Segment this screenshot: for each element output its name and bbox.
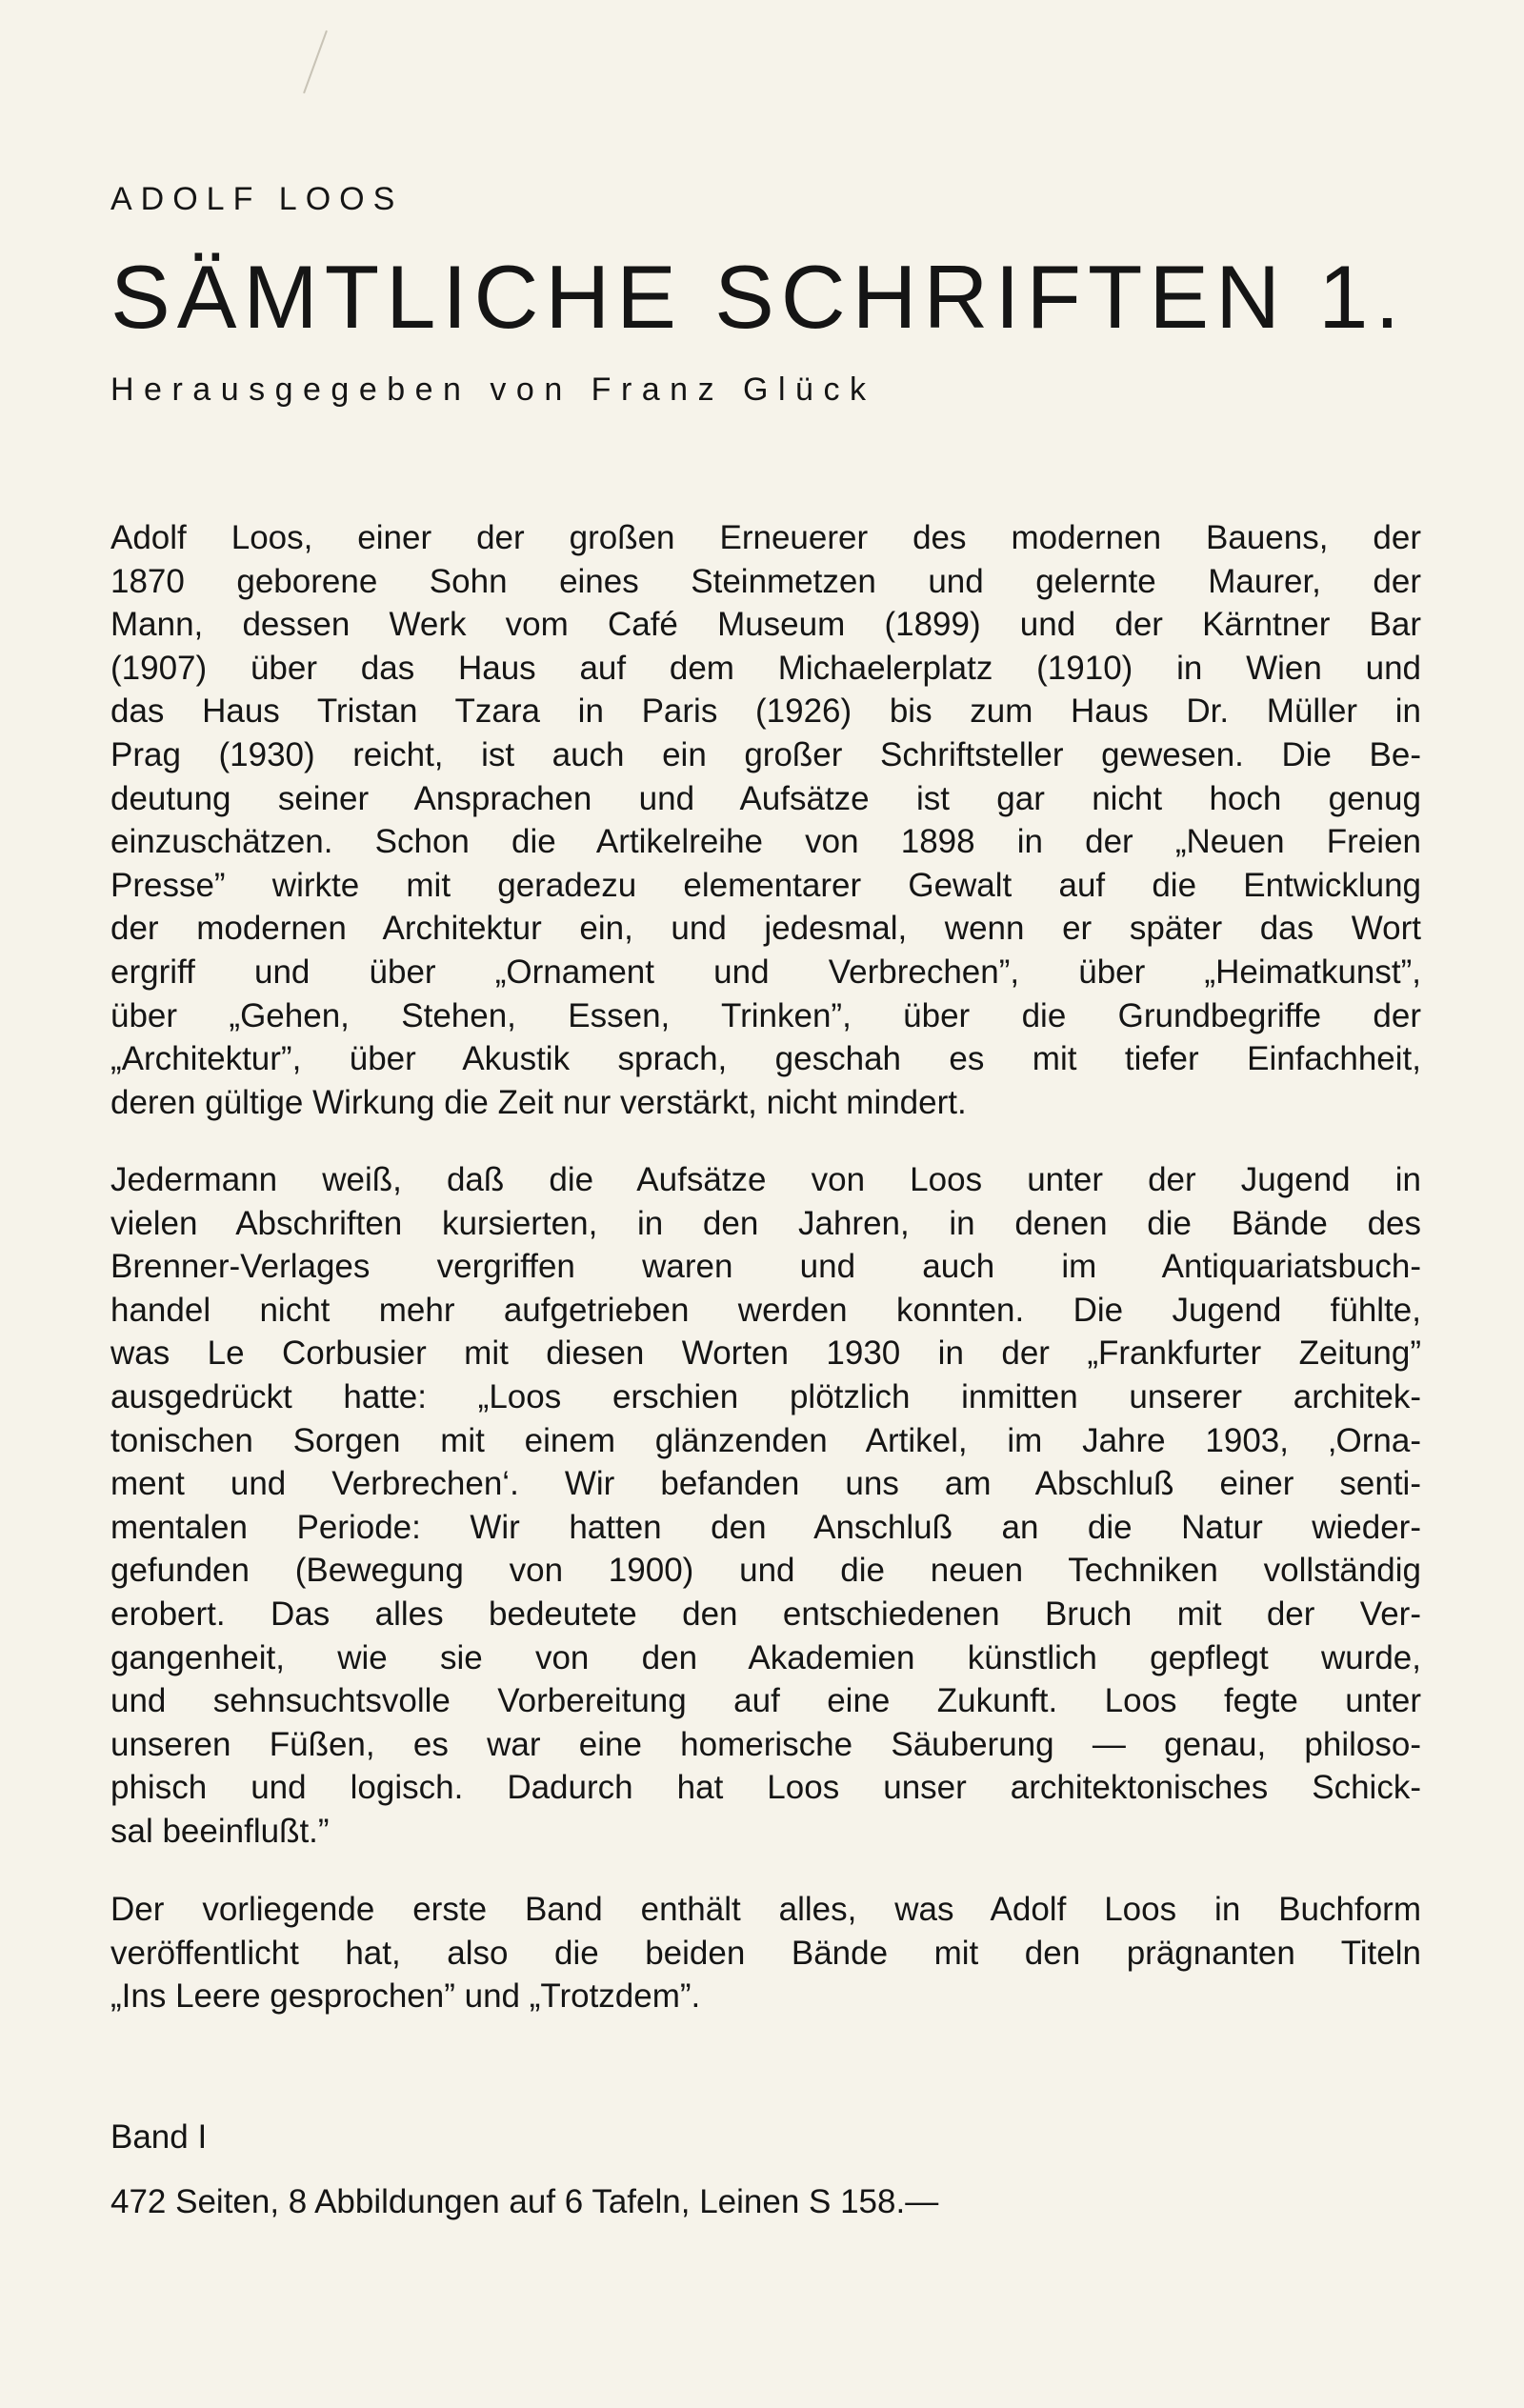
author-name: ADOLF LOOS [110, 181, 404, 217]
text-line: ergriff und über „Ornament und Verbrechen”, über „Heimatkunst”, [110, 953, 1421, 991]
text-line: unseren Füßen, es war eine homerische Säuberung — genau, philoso- [110, 1725, 1421, 1763]
paper-mark [303, 30, 328, 93]
text-line: Der vorliegende erste Band enthält alles, was Adolf Loos in Buchform [110, 1891, 1421, 1928]
paragraph-corbusier-quote [110, 1158, 1421, 1854]
text-line: Adolf Loos, einer der großen Erneuerer des modernen Bauens, der [110, 519, 1421, 556]
paragraph-contents [110, 1888, 1421, 2018]
text-line: deren gültige Wirkung die Zeit nur verstärkt, nicht mindert. [110, 1083, 967, 1121]
text-line: über „Gehen, Stehen, Essen, Trinken”, über die Grundbegriffe der [110, 996, 1421, 1034]
editor-credit: Herausgegeben von Franz Glück [110, 371, 876, 408]
volume-label: Band I [110, 2118, 208, 2156]
text-line: „Architektur”, über Akustik sprach, geschah es mit tiefer Einfachheit, [110, 1040, 1421, 1078]
text-line: veröffentlicht hat, also die beiden Bände mit den prägnanten Titeln [110, 1934, 1421, 1972]
text-line: Mann, dessen Werk vom Café Museum (1899) und der Kärntner Bar [110, 606, 1421, 644]
text-line: vielen Abschriften kursierten, in den Jahren, in denen die Bände des [110, 1204, 1421, 1242]
book-title: SÄMTLICHE SCHRIFTEN 1. [110, 247, 1407, 347]
text-line: das Haus Tristan Tzara in Paris (1926) bis zum Haus Dr. Müller in [110, 692, 1421, 731]
text-line: erobert. Das alles bedeutete den entschiedenen Bruch mit der Ver- [110, 1595, 1421, 1633]
text-line: einzuschätzen. Schon die Artikelreihe von 1898 in der „Neuen Freien [110, 823, 1421, 861]
text-line: (1907) über das Haus auf dem Michaelerplatz (1910) in Wien und [110, 649, 1421, 687]
text-line: gangenheit, wie sie von den Akademien künstlich gepflegt wurde, [110, 1638, 1421, 1676]
text-line: Jedermann weiß, daß die Aufsätze von Loos unter der Jugend in [110, 1161, 1421, 1198]
text-line: Presse” wirkte mit geradezu elementarer Gewalt auf die Entwicklung [110, 866, 1421, 904]
text-line: Prag (1930) reicht, ist auch ein großer Schriftsteller gewesen. Die Be- [110, 735, 1421, 773]
text-line: deutung seiner Ansprachen und Aufsätze ist gar nicht hoch genug [110, 779, 1421, 817]
text-line: handel nicht mehr aufgetrieben werden konnten. Die Jugend fühlte, [110, 1291, 1421, 1329]
text-line: phisch und logisch. Dadurch hat Loos unser architektonisches Schick- [110, 1769, 1421, 1807]
text-line: und sehnsuchtsvolle Vorbereitung auf eine Zukunft. Loos fegte unter [110, 1682, 1421, 1720]
text-line: mentalen Periode: Wir hatten den Anschluß an die Natur wieder- [110, 1508, 1421, 1546]
text-line: 1870 geborene Sohn eines Steinmetzen und gelernte Maurer, der [110, 562, 1421, 600]
book-specs: 472 Seiten, 8 Abbildungen auf 6 Tafeln, Leinen S 158.— [110, 2183, 939, 2220]
text-line: tonischen Sorgen mit einem glänzenden Artikel, im Jahre 1903, ‚Orna- [110, 1421, 1421, 1459]
text-line: was Le Corbusier mit diesen Worten 1930 in der „Frankfurter Zeitung” [110, 1334, 1421, 1373]
text-line: der modernen Architektur ein, und jedesmal, wenn er später das Wort [110, 910, 1421, 948]
text-line: ausgedrückt hatte: „Loos erschien plötzlich inmitten unserer architek- [110, 1377, 1421, 1415]
text-line: „Ins Leere gesprochen” und „Trotzdem”. [110, 1977, 701, 2016]
text-line: gefunden (Bewegung von 1900) und die neuen Techniken vollständig [110, 1552, 1421, 1590]
text-line: ment und Verbrechen‘. Wir befanden uns am Abschluß einer senti- [110, 1465, 1421, 1503]
text-line: sal beeinflußt.” [110, 1812, 330, 1850]
text-line: Brenner-Verlages vergriffen waren und auch im Antiquariatsbuch- [110, 1248, 1421, 1286]
paragraph-intro [110, 516, 1421, 1124]
